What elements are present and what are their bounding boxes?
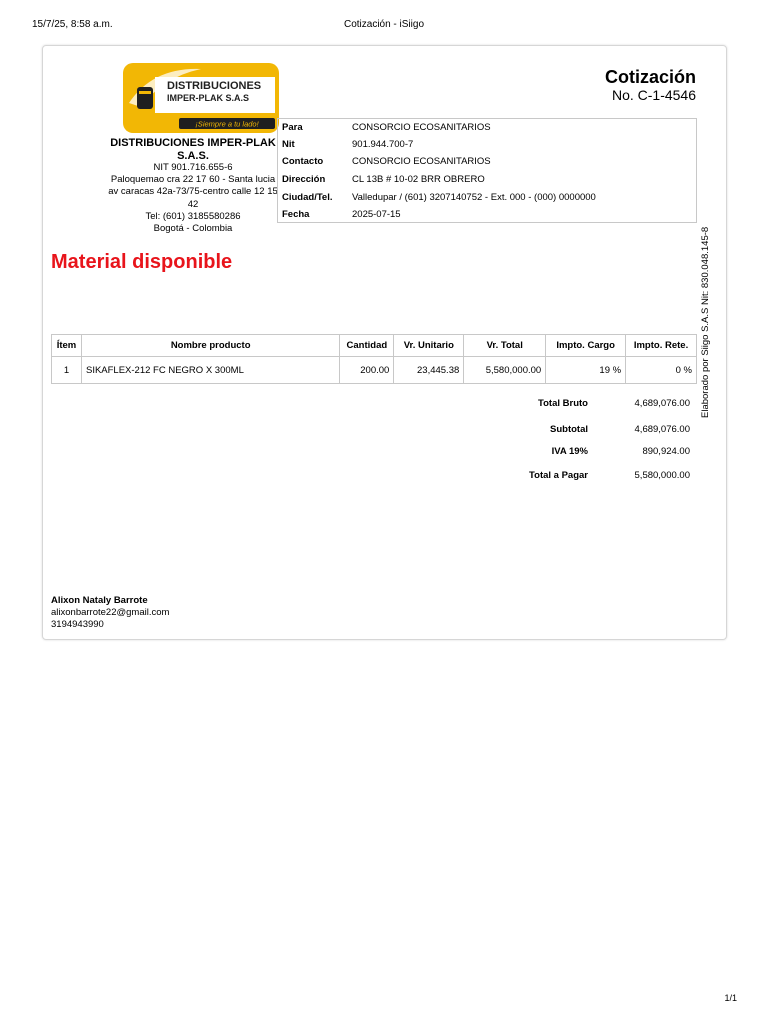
logo-bucket-band — [139, 91, 151, 94]
print-header — [0, 19, 768, 33]
client-row-nit — [278, 136, 696, 153]
logo-bucket-icon — [137, 87, 153, 109]
company-logo — [123, 63, 279, 133]
fecha-label: Fecha — [282, 209, 310, 220]
header-product-name: Nombre producto — [81, 335, 339, 357]
cell-tax-charge: 19 % — [546, 357, 626, 384]
iva-value: 890,924.00 — [642, 446, 690, 457]
subtotal-value: 4,689,076.00 — [634, 424, 690, 435]
company-info — [107, 137, 279, 235]
seller-phone: 3194943990 — [51, 619, 104, 631]
table-row — [52, 357, 697, 384]
total-bruto-row — [473, 398, 693, 412]
company-city: Bogotá - Colombia — [153, 223, 233, 235]
total-bruto-label: Total Bruto — [538, 398, 588, 409]
nit-label: Nit — [282, 139, 295, 150]
cell-total: 5,580,000.00 — [464, 357, 546, 384]
table-header-row — [52, 335, 697, 357]
iva-row — [473, 446, 693, 460]
ciudad-label: Ciudad/Tel. — [282, 192, 333, 203]
vertical-footer-credit: Elaborado por Siigo S.A.S Nit: 830.048.145-8 — [700, 226, 711, 418]
company-name: DISTRIBUCIONES IMPER-PLAK S.A.S. — [110, 137, 276, 162]
direccion-value: CL 13B # 10-02 BRR OBRERO — [352, 174, 485, 185]
client-row-direccion — [278, 171, 696, 188]
subtotal-row — [473, 424, 693, 438]
document-number: No. C-1-4546 — [611, 87, 696, 103]
total-pagar-value: 5,580,000.00 — [634, 470, 690, 481]
client-row-ciudad — [278, 189, 696, 206]
document-title-block — [605, 67, 696, 104]
iva-label: IVA 19% — [551, 446, 588, 457]
nit-value: 901.944.700-7 — [352, 139, 414, 150]
client-row-para — [278, 119, 696, 136]
logo-line2: IMPER-PLAK S.A.S — [167, 93, 250, 103]
seller-name: Alixon Nataly Barrote — [51, 595, 148, 606]
seller-info — [51, 595, 169, 632]
cell-quantity: 200.00 — [340, 357, 394, 384]
document-title: Cotización — [604, 67, 696, 87]
print-window-title: Cotización - iSiigo — [343, 19, 425, 30]
para-label: Para — [282, 122, 303, 133]
page-counter: 1/1 — [724, 993, 737, 1003]
contacto-label: Contacto — [282, 156, 324, 167]
header-unit-price: Vr. Unitario — [394, 335, 464, 357]
subtotal-label: Subtotal — [550, 424, 588, 435]
fecha-value: 2025-07-15 — [352, 209, 401, 220]
header-item: Ítem — [52, 335, 82, 357]
para-value: CONSORCIO ECOSANITARIOS — [352, 122, 491, 133]
seller-email: alixonbarrote22@gmail.com — [51, 607, 170, 619]
availability-headline: Material disponible — [51, 251, 233, 273]
total-pagar-row — [473, 470, 693, 484]
client-row-contacto — [278, 153, 696, 170]
contacto-value: CONSORCIO ECOSANITARIOS — [352, 156, 491, 167]
company-nit: NIT 901.716.655-6 — [153, 162, 233, 173]
cell-tax-withholding: 0 % — [626, 357, 697, 384]
cell-item: 1 — [52, 357, 82, 384]
logo-line1: DISTRIBUCIONES — [167, 80, 262, 92]
client-info-box — [277, 118, 697, 223]
client-row-fecha — [278, 206, 696, 223]
items-table — [51, 334, 697, 384]
cell-unit-price: 23,445.38 — [394, 357, 464, 384]
ciudad-value: Valledupar / (601) 3207140752 - Ext. 000 - (000) 0000000 — [352, 192, 596, 203]
company-phone: Tel: (601) 3185580286 — [145, 210, 241, 222]
total-bruto-value: 4,689,076.00 — [634, 398, 690, 409]
cell-product-name: SIKAFLEX-212 FC NEGRO X 300ML — [81, 357, 339, 384]
header-total: Vr. Total — [464, 335, 546, 357]
total-pagar-label: Total a Pagar — [529, 470, 588, 481]
header-tax-charge: Impto. Cargo — [546, 335, 626, 357]
company-address: Paloquemao cra 22 17 60 - Santa lucia av caracas 42a-73/75-centro calle 12 15 42 — [108, 174, 278, 210]
header-quantity: Cantidad — [340, 335, 394, 357]
direccion-label: Dirección — [282, 174, 326, 185]
print-datetime: 15/7/25, 8:58 a.m. — [32, 19, 113, 30]
logo-slogan: ¡Siempre a tu lado! — [195, 119, 259, 129]
header-tax-withholding: Impto. Rete. — [626, 335, 697, 357]
quote-sheet — [42, 45, 727, 640]
